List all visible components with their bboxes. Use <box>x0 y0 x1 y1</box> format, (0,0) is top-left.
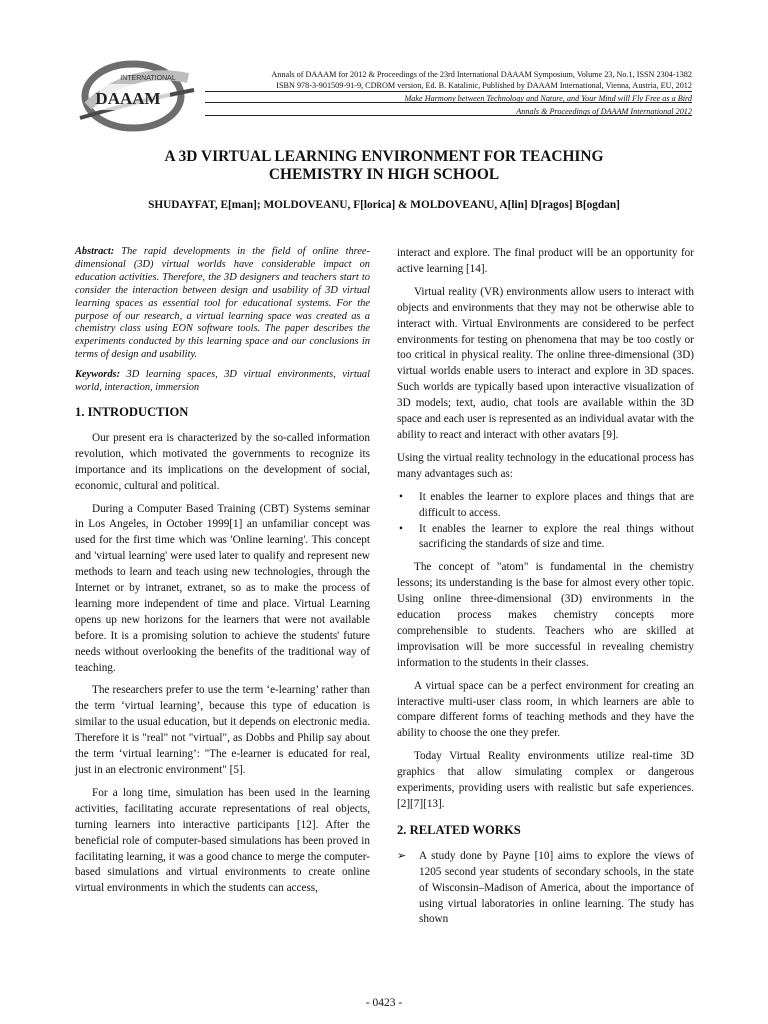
keywords-text: 3D learning spaces, 3D virtual environments, virtual world, interaction, immersion <box>75 369 370 394</box>
bullet-text: It enables the learner to explore the real things without sacrificing the standards of size and time. <box>419 522 694 551</box>
keywords-label: Keywords: <box>75 369 121 381</box>
paragraph: Our present era is characterized by the so-called information revolution, which motivated the governments to recognize its importance and its implications on the development of social, economic, cultural and political. <box>75 431 370 492</box>
section-heading-introduction: 1. INTRODUCTION <box>75 404 189 419</box>
paragraph: A virtual space can be a perfect environment for creating an interactive multi-user class room, in which learners are able to compare different forms of teaching methods and they have the ability to choose the one they prefer. <box>397 679 694 740</box>
header-line-proceedings: Annals & Proceedings of DAAAM International 2012 <box>516 107 692 116</box>
paper-title-line-2: CHEMISTRY IN HIGH SCHOOL <box>268 166 500 183</box>
svg-text:INTERNATIONAL: INTERNATIONAL <box>120 75 176 82</box>
paragraph: During a Computer Based Training (CBT) Systems seminar in Los Angeles, in October 1999[1] an unfamiliar concept was used for the first time which was 'Online learning'. This concept and 'virtual learning' were used later to qualify and represent new methods to learn and teach using new technologies, through the Internet or by intranet, extranet, so as to make the process of learning more independent of time and place. Virtual Learning opens up new horizons for the learners that were not available before. It is a promising solution to achieve the students' future needs without overlooking the benefits of the traditional way of teaching. <box>75 502 370 674</box>
left-column <box>75 246 370 904</box>
bullet-item <box>397 490 694 522</box>
bullet-icon: • <box>399 522 403 535</box>
right-column <box>397 246 694 928</box>
keywords <box>75 369 370 395</box>
paper-title-line-1: A 3D VIRTUAL LEARNING ENVIRONMENT FOR TEACHING <box>164 148 604 165</box>
header-text-block <box>232 69 692 117</box>
paragraph: Virtual reality (VR) environments allow users to interact with objects and environments that they may not be otherwise able to interact with. Virtual Environments are considered to be perfect environments for testing on phenomena that may be too costly or too critical in physical reality. The online three-dimensional (3D) virtual worlds enable users to interact and explore in 3D spaces. Such worlds are typically based upon interactive visualization of 3D models; text, audio, chat tools are available within the 3D space and each user is represented as an individual avatar with the ability to react and interact with other avatars [9]. <box>397 285 694 441</box>
header-rule-2 <box>205 102 692 103</box>
abstract-label: Abstract: <box>75 246 115 257</box>
bullet-text: It enables the learner to explore places and things that are difficult to access. <box>419 490 694 519</box>
section-heading-related-works: 2. RELATED WORKS <box>397 822 521 837</box>
page-number: - 0423 - <box>365 997 403 1009</box>
paragraph: interact and explore. The final product will be an opportunity for active learning [14]. <box>397 247 694 275</box>
paper-authors: SHUDAYFAT, E[man]; MOLDOVEANU, F[lorica] & MOLDOVEANU, A[lin] D[ragos] B[ogdan] <box>148 199 620 211</box>
svg-text:DAAAM: DAAAM <box>95 89 161 108</box>
page-header <box>0 0 768 130</box>
paper-title <box>60 148 708 184</box>
header-line-isbn: ISBN 978-3-901509-91-9, CDROM version, Ed. B. Katalinic, Published by DAAAM International, Vienna, Austria, EU, 2012 <box>276 81 692 90</box>
arrow-list-item <box>397 849 694 929</box>
abstract-text: The rapid developments in the field of online three-dimensional (3D) virtual worlds have considerable impact on education activities. Therefore, the 3D designers and teachers start to consider the interaction between design and usability of 3D virtual learning spaces as essential tool for educational systems. For the purpose of our research, a virtual learning space was created as a chemistry class using EON software tools. The paper describes the experiments conducted by this learning space and our conclusions in terms of design and usability. <box>75 246 370 361</box>
header-line-motto: Make Harmony between Technology and Nature, and Your Mind will Fly Free as a Bird <box>404 94 692 103</box>
arrow-item-text: A study done by Payne [10] aims to explore the views of 1205 second year students of secondary schools, in the state of Wisconsin‒Madison of America, about the importance of using virtual laboratories in online learning. The study has shown <box>419 849 694 926</box>
bullet-item <box>397 522 694 554</box>
paragraph: The concept of "atom" is fundamental in the chemistry lessons; its understanding is the base for almost every other topic. Using online three-dimensional (3D) environments in the education process makes chemistry concepts more comprehensible to students. Teachers who are skilled at improvisation will be more successful in revealing chemistry information to the students in their classes. <box>397 561 694 669</box>
header-line-annals: Annals of DAAAM for 2012 & Proceedings of the 23rd International DAAAM Symposium, Volume 23, No.1, ISSN 2304-1382 <box>271 70 692 79</box>
paragraph: The researchers prefer to use the term ‘e-learning’ rather than the term ‘virtual learning’, because this type of education is similar to the usual education, but it depends on electronic media. Therefore it is "real" not "virtual", as Dobbs and Philip say about the term ‘virtual learning’: "The e-learner is educated for real, just in an electronic environment" [5]. <box>75 684 370 776</box>
paragraph: Using the virtual reality technology in the educational process has many advantages such as: <box>397 451 694 480</box>
paragraph: For a long time, simulation has been used in the learning activities, facilitating accurate representations of real objects, turning learners into interactive participants [12]. After the beneficial role of computer-based simulations has been proved in facilitating learning, it was a good chance to merge the computer-based simulations and virtual environments to create online virtual environments in which the students can access, <box>75 786 370 895</box>
abstract <box>75 246 370 362</box>
daaam-logo <box>70 60 200 132</box>
header-rule-3 <box>205 115 692 116</box>
paragraph: Today Virtual Reality environments utilize real-time 3D graphics that allow simulating complex or dangerous experiments, providing users with realistic but safe experiences. [2][7][13]. <box>397 750 694 810</box>
header-rule-1 <box>205 91 692 92</box>
arrow-bullet-icon: ➢ <box>397 849 407 862</box>
bullet-icon: • <box>399 490 403 503</box>
